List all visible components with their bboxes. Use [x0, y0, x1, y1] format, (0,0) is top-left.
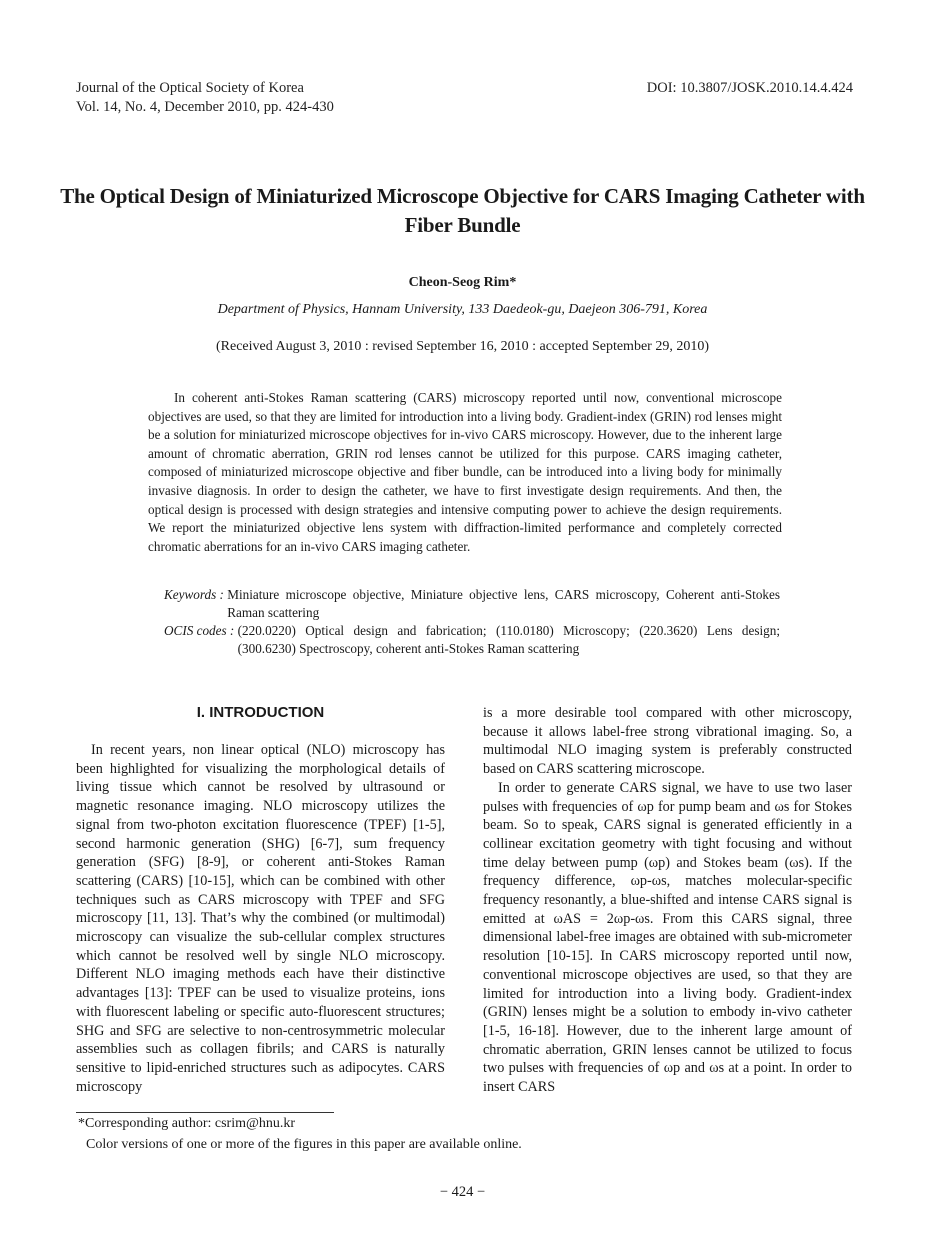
keywords [164, 586, 780, 622]
ocis-text: (220.0220) Optical design and fabrication; (110.0180) Microscopy; (220.3620) Lens design; (300.6230) Spectroscopy, coherent anti-Stokes Raman scattering [237, 623, 780, 656]
keywords-text: Miniature microscope objective, Miniature objective lens, CARS microscopy, Coherent anti-Stokes Raman scattering [227, 587, 780, 620]
right-column [483, 704, 852, 1097]
journal-header [76, 79, 334, 117]
paragraph: In recent years, non linear optical (NLO) microscopy has been highlighted for visualizing the morphological details of living tissue which cannot be resolved by ultrasound or magnetic resonance imaging. NLO microscopy utilizes the signal from two-photon excitation fluorescence (TPEF) [1-5], second harmonic generation (SHG) [6-7], sum frequency generation (SFG) [8-9], or coherent anti-Stokes Raman scattering (CARS) [10-15], which can be combined with other techniques such as CARS microscopy with TPEF and SFG microscopy [11, 13]. That’s why the combined (or multimodal) microscopy can visualize the sub-cellular complex structures which cannot be resolved well by single NLO microscopy. Different NLO imaging methods each have their distinctive advantages [13]: TPEF can be used to visualize proteins, ions with fluorescent labeling or specific auto-fluorescent structures; SHG and SFG are selective to non-centrosymmetric molecular assemblies such as collagen fibrils; and CARS is naturally sensitive to lipid-enriched structures such as adipocytes. CARS microscopy [76, 742, 445, 1095]
doi: DOI: 10.3807/JOSK.2010.14.4.424 [646, 80, 853, 96]
paragraph-part: From this CARS signal, three dimensional label-free images are obtained with sub-micrometer resolution [10-15]. In CARS microscopy reported until now, conventional microscope objectives are used, so that they are limited for introduction into a living body. Gradient-index (GRIN) lenses might be a solution to embody in-vivo catheter [1-5, 16-18]. However, due to the inherent large amount of chromatic aberration, GRIN lenses cannot be utilized to focus two pulses with frequencies of ωp and ωs at a point. In order to insert CARS [483, 910, 852, 1096]
section-heading: I. INTRODUCTION [196, 704, 325, 721]
keywords-label: Keywords : [164, 587, 224, 602]
author: Cheon-Seog Rim* [408, 275, 517, 290]
affiliation: Department of Physics, Hannam University, 133 Daedeok-gu, Daejeon 306-791, Korea [217, 302, 708, 317]
ocis-codes [164, 622, 780, 658]
footnote-corresponding: *Corresponding author: csrim@hnu.kr [78, 1116, 296, 1131]
page-number: − 424 − [439, 1184, 486, 1200]
paragraph [483, 779, 852, 1097]
abstract: In coherent anti-Stokes Raman scattering (CARS) microscopy reported until now, conventional microscope objectives are used, so that they are limited for introduction into a living body. Gradient-index (GRIN) rod lenses might be a solution for miniaturized microscope objectives for in-vivo CARS microscopy. However, due to the inherent large amount of chromatic aberration, GRIN rod lenses cannot be utilized for this purpose. CARS imaging catheter, composed of miniaturized microscope objective and fiber bundle, can be introduced into a living body for minimally invasive diagnosis. In order to design the catheter, we have to first investigate design requirements. And then, the optical design is processed with design strategies and intensive computing power to achieve the design requirements. We report the miniaturized objective lens system with diffraction-limited performance and completely corrected chromatic aberrations for an in-vivo CARS imaging catheter. [148, 390, 782, 554]
left-column [76, 741, 445, 1096]
paragraph-part: In order to generate CARS signal, we have to use two laser pulses with frequencies of ωp for pump beam and ωs for Stokes beam. So to speak, CARS signal is generated efficiently in a collinear excitation geometry with tight focusing and without time delay between pump (ωp) and Stokes beam (ωs). If the frequency difference, ωp-ωs, matches molecular-specific frequency resonantly, a blue-shifted and intense CARS signal is emitted at ωAS = 2ωp-ωs. [483, 779, 852, 927]
journal-name: Journal of the Optical Society of Korea [76, 80, 304, 96]
journal-volume: Vol. 14, No. 4, December 2010, pp. 424-430 [76, 99, 334, 115]
footnote-color: Color versions of one or more of the figures in this paper are available online. [86, 1137, 522, 1152]
paragraph: is a more desirable tool compared with other microscopy, because it allows label-free strong vibrational imaging. So, a multimodal NLO imaging system is preferably constructed based on CARS scattering microscope. [483, 705, 852, 778]
paper-title: The Optical Design of Miniaturized Microscope Objective for CARS Imaging Catheter with Fiber Bundle [60, 184, 865, 237]
ocis-label: OCIS codes : [164, 623, 235, 638]
received-dates: (Received August 3, 2010 : revised September 16, 2010 : accepted September 29, 2010) [216, 339, 709, 354]
footnote-rule [76, 1112, 334, 1113]
